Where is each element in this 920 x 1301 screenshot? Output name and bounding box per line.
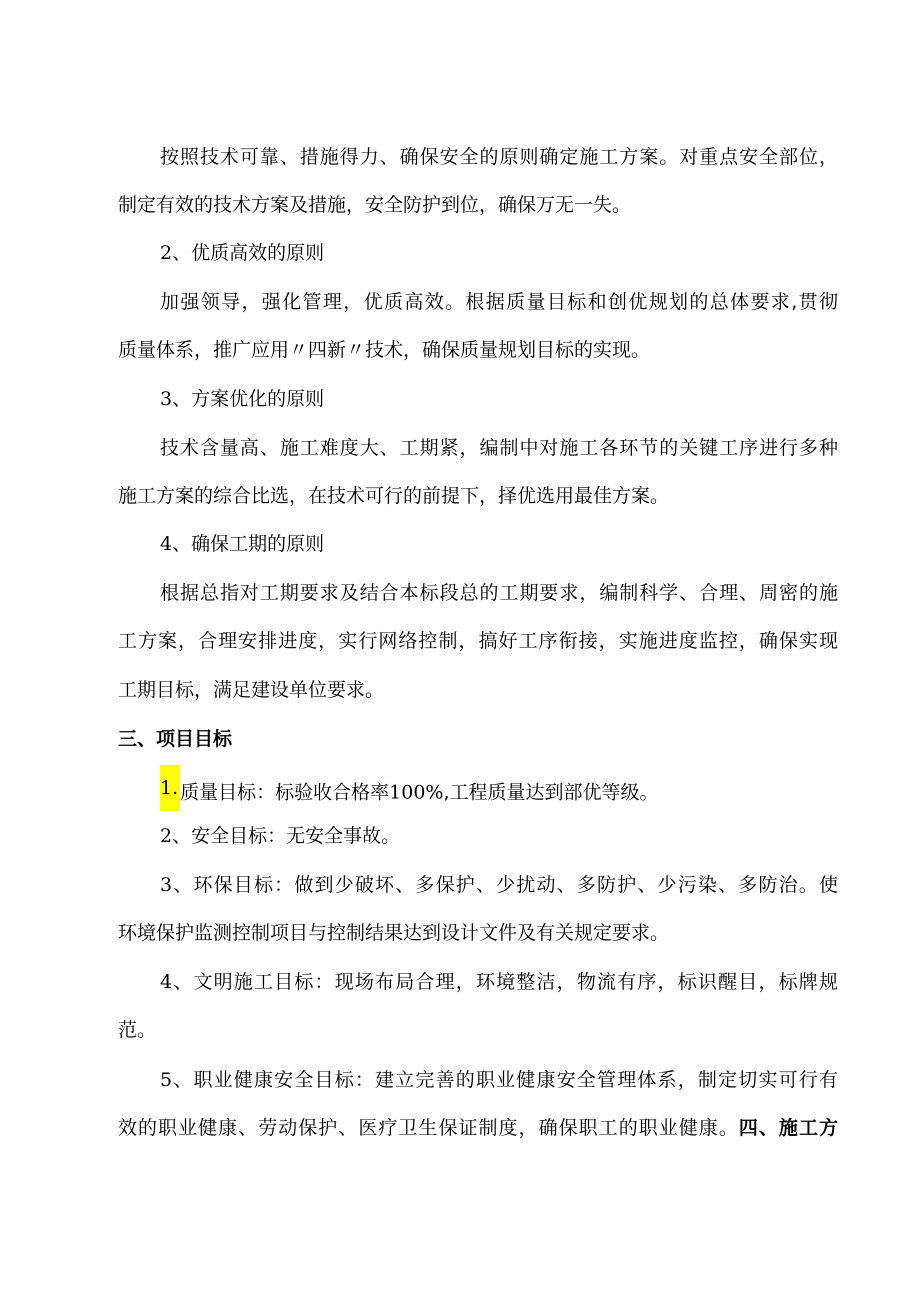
paragraph-line: 工方案，合理安排进度，实行网络控制，搞好工序衔接，实施进度监控，确保实现	[118, 630, 838, 652]
paragraph-line: 环境保护监测控制项目与控制结果达到设计文件及有关规定要求。	[118, 922, 670, 944]
paragraph-line	[118, 1115, 838, 1141]
goal-civilized-construction	[160, 969, 838, 995]
goal-safety	[160, 823, 838, 849]
goal-quality	[160, 775, 838, 804]
item-number: 3	[160, 388, 173, 410]
goal-occupational-health	[160, 1067, 838, 1093]
paragraph-line: 施工方案的综合比选，在技术可行的前提下，择优选用最佳方案。	[118, 485, 670, 507]
item-text: 、优质高效的原则	[172, 242, 325, 264]
item-number: 4	[160, 971, 173, 993]
paragraph-line: 范。	[118, 1019, 157, 1041]
paragraph-line: 工期目标，满足建设单位要求。	[118, 679, 385, 701]
paragraph-line: 质量体系，推广应用〃四新〃技术，确保质量规划目标的实现。	[118, 339, 651, 361]
subheading-quality-efficiency	[160, 240, 838, 266]
item-text: 、安全目标：无安全事故。	[172, 825, 401, 847]
subheading-schedule	[160, 531, 838, 557]
item-number: 2	[160, 242, 173, 264]
item-number: 4	[160, 533, 173, 555]
item-text: 、文明施工目标：现场布局合理，环境整洁，物流有序，标识醒目，标牌规	[172, 971, 838, 993]
section-heading-project-goals: 三、项目目标	[118, 728, 233, 750]
paragraph-line: 根据总指对工期要求及结合本标段总的工期要求，编制科学、合理、周密的施	[160, 582, 838, 604]
paragraph-line: 制定有效的技术方案及措施，安全防护到位，确保万无一失。	[118, 194, 632, 216]
item-text: 、环保目标：做到少破坏、多保护、少扰动、多防护、少污染、多防治。使	[172, 874, 838, 896]
item-text: 、职业健康安全目标：建立完善的职业健康安全管理体系，制定切实可行有	[172, 1069, 838, 1091]
line-text: 效的职业健康、劳动保护、医疗卫生保证制度，确保职工的职业健康。	[118, 1117, 739, 1139]
paragraph-line: 按照技术可靠、措施得力、确保安全的原则确定施工方案。对重点安全部位，	[160, 146, 838, 168]
item-number: 5	[160, 1069, 173, 1091]
item-text: 质量目标：标验收合格率	[180, 781, 390, 804]
section-heading-construction-plan: 四、施工方	[738, 1117, 838, 1139]
item-text: 、方案优化的原则	[172, 388, 325, 410]
item-text: ,工程质量达到部优等级。	[443, 781, 659, 804]
paragraph-line: 加强领导，强化管理，优质高效。根据质量目标和创优规划的总体要求,贯彻	[160, 291, 838, 313]
item-number: 2	[160, 825, 173, 847]
pass-rate-value: 100%	[389, 781, 444, 804]
paragraph-line: 技术含量高、施工难度大、工期紧，编制中对施工各环节的关键工序进行多种	[160, 437, 838, 459]
item-text: 、确保工期的原则	[172, 533, 325, 555]
subheading-plan-optimization	[160, 386, 838, 412]
goal-environment	[160, 872, 838, 898]
item-number: 3	[160, 874, 173, 896]
highlighted-item-number: 1.	[160, 765, 180, 811]
